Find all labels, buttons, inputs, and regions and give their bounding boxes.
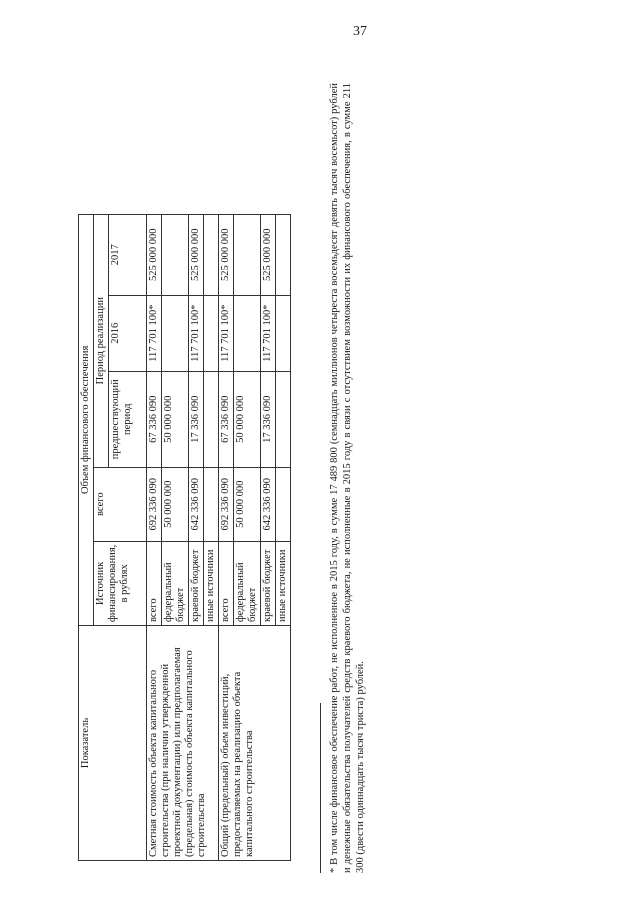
y2016-cell <box>204 295 219 371</box>
header-source: Источник финансирования, в рублях <box>94 541 147 625</box>
y2017-cell: 525 000 000 <box>189 214 204 295</box>
total-cell: 642 336 090 <box>189 467 204 541</box>
y2016-cell <box>234 295 261 371</box>
y2016-cell: 117 701 100* <box>261 295 276 371</box>
table-row <box>219 214 234 860</box>
header-indicator: Показатель <box>79 626 147 861</box>
y2016-cell <box>276 295 291 371</box>
footnote: * В том числе финансовое обеспечение работ, не исполненное в 2015 году, в сумме 17 489 800 (семнадцать миллионов четыреста восемьдесят девять тысяч восемьсот) рублей и денежные обязательства получателей средств краевого бюджета, не исполненные в 2015 году в связи с отсутствием возможности их финансового обеспечения, в сумме 211 300 (двести одиннадцать тысяч триста) рублей. <box>329 83 366 873</box>
source-cell: всего <box>219 541 234 625</box>
y2017-cell <box>162 214 189 295</box>
y2016-cell: 117 701 100* <box>219 295 234 371</box>
prev-cell: 67 336 090 <box>219 371 234 467</box>
indicator-cell: Сметная стоимость объекта капитального строительства (при наличии утвержденной проектной документации) или предполагаемая (предельная) стоимость объекта капитального строительства <box>147 626 219 861</box>
footnote-separator <box>320 703 321 873</box>
prev-cell: 50 000 000 <box>162 371 189 467</box>
y2016-cell: 117 701 100* <box>189 295 204 371</box>
page-number: 37 <box>353 24 367 39</box>
rotated-page-content <box>78 73 398 873</box>
prev-cell: 67 336 090 <box>147 371 162 467</box>
total-cell: 50 000 000 <box>162 467 189 541</box>
y2017-cell: 525 000 000 <box>261 214 276 295</box>
y2017-cell <box>276 214 291 295</box>
y2017-cell: 525 000 000 <box>219 214 234 295</box>
header-volume: Объем финансового обеспечения <box>79 214 94 625</box>
y2016-cell <box>162 295 189 371</box>
header-2016: 2016 <box>109 295 147 371</box>
source-cell: федеральный бюджет <box>162 541 189 625</box>
source-cell: федеральный бюджет <box>234 541 261 625</box>
prev-cell <box>276 371 291 467</box>
prev-cell: 17 336 090 <box>189 371 204 467</box>
total-cell: 642 336 090 <box>261 467 276 541</box>
table-row <box>147 214 162 860</box>
indicator-cell: Общий (предельный) объем инвестиций, предоставляемых на реализацию объекта капитального строительства <box>219 626 291 861</box>
total-cell: 50 000 000 <box>234 467 261 541</box>
header-total: всего <box>94 467 147 541</box>
y2017-cell: 525 000 000 <box>147 214 162 295</box>
header-2017: 2017 <box>109 214 147 295</box>
source-cell: иные источники <box>276 541 291 625</box>
header-prev-period: предшествующий период <box>109 371 147 467</box>
y2017-cell <box>234 214 261 295</box>
prev-cell: 50 000 000 <box>234 371 261 467</box>
financing-table <box>78 214 291 861</box>
source-cell: краевой бюджет <box>261 541 276 625</box>
y2017-cell <box>204 214 219 295</box>
prev-cell: 17 336 090 <box>261 371 276 467</box>
y2016-cell: 117 701 100* <box>147 295 162 371</box>
total-cell: 692 336 090 <box>147 467 162 541</box>
total-cell <box>204 467 219 541</box>
total-cell: 692 336 090 <box>219 467 234 541</box>
total-cell <box>276 467 291 541</box>
source-cell: всего <box>147 541 162 625</box>
prev-cell <box>204 371 219 467</box>
source-cell: иные источники <box>204 541 219 625</box>
source-cell: краевой бюджет <box>189 541 204 625</box>
header-period: Период реализации <box>94 214 109 467</box>
